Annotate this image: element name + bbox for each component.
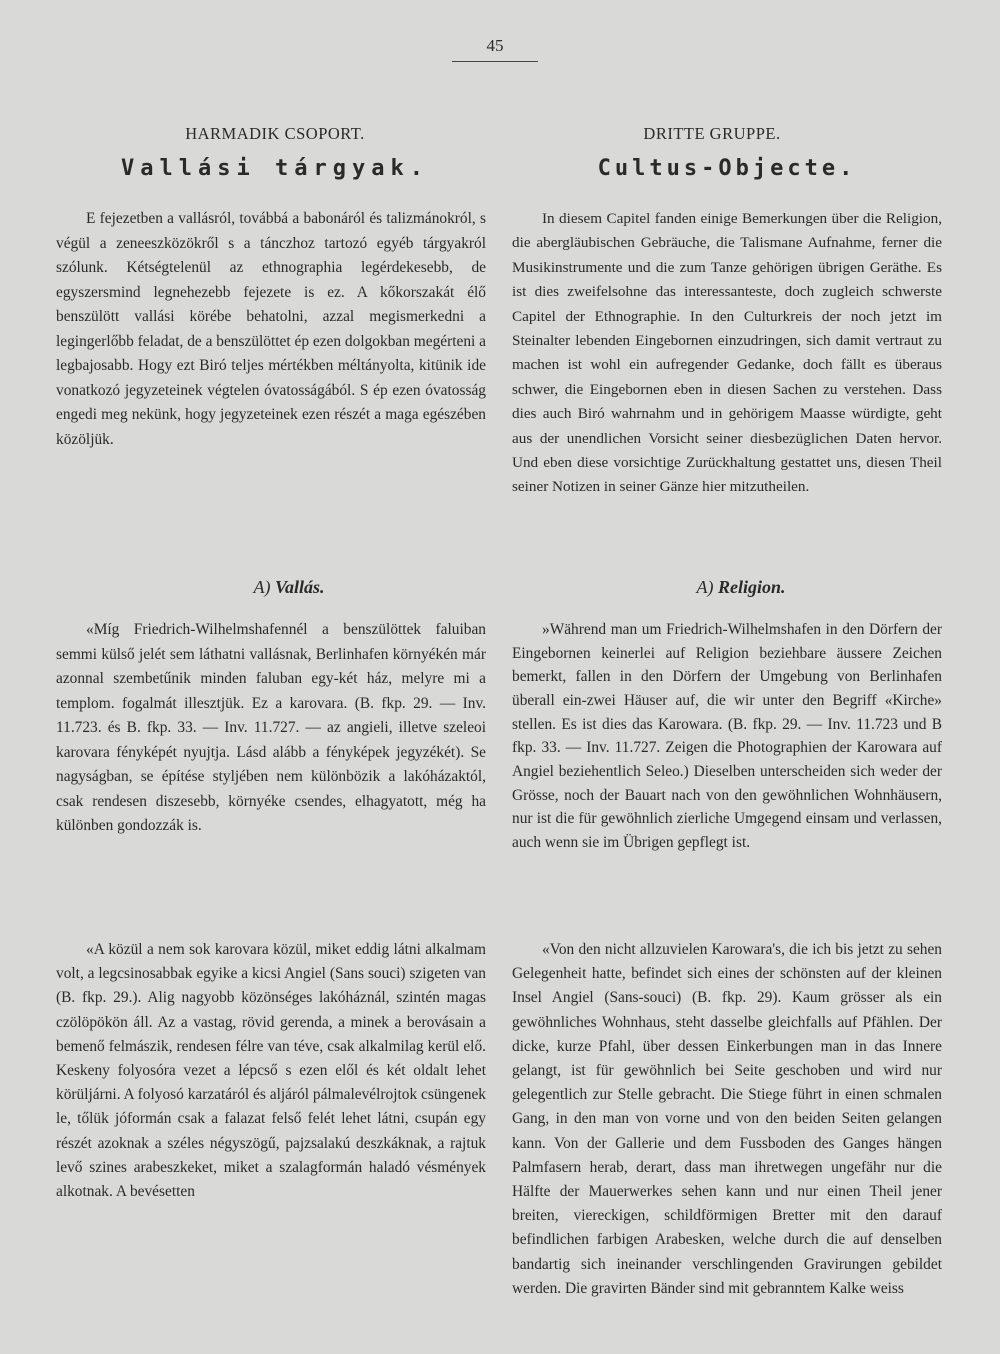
subheading-text-german: Religion. [717, 577, 786, 597]
subheading-german [526, 577, 956, 598]
section-title-hungarian: Vallási tárgyak. [121, 156, 429, 181]
body-text-1-hungarian: «Míg Friedrich-Wilhelmshafennél a benszülöttek faluiban semmi külső jelét sem láthatni vallásnak, Berlinhafen környékén már azonnal szembetűnik minden faluban egy-két ház, melyre mi a templom. fogalmát illesztjük. Ez a karovara. (B. fkp. 29. — Inv. 11.723. és B. fkp. 33. — Inv. 11.727. — az angieli, illetve szeleoi karovara fényképét nyujtja. Lásd alább a fényképek jegyzékét). Se nagyságban, se építése styljében nem különbözik a lakóházaktól, csak rendesen diszesebb, környéke csendes, elhagyatott, még ha különben gondozzák is. [56, 621, 486, 834]
subheading-label-hungarian: A) [253, 577, 271, 597]
group-heading-hungarian: HARMADIK CSOPORT. [185, 124, 365, 143]
page-number-rule [452, 61, 538, 62]
body-paragraph-1-german [512, 618, 942, 855]
group-heading-german: DRITTE GRUPPE. [643, 124, 781, 143]
page-number: 45 [486, 36, 504, 55]
intro-text-german: In diesem Capitel fanden einige Bemerkungen über die Religion, die abergläubischen Gebräuche, die Talismane Aufnahme, ferner die Musikinstrumente und die zum Tanze gehörigen übrigen Geräthe. Es ist dies zweifelsohne das interessanteste, doch zugleich schwerste Capitel der Ethnographie. In den Culturkreis der noch jetzt im Steinalter lebenden Eingebornen einzudringen, sich damit vertraut zu machen ist wohl ein aufregender Gedanke, doch fällt es überaus schwer, die Eingebornen eben in diesen Sachen zu verstehen. Dass dies auch Biró wahrnahm und in gehörigem Maasse würdigte, geht aus der unendlichen Vorsicht seiner diesbezüglichen Daten hervor. Und eben diese vorsichtige Zurückhaltung gestattet uns, diesen Theil seiner Notizen in seiner Gänze hier mitzutheilen. [512, 210, 942, 496]
intro-text-hungarian: E fejezetben a vallásról, továbbá a babonáról és talizmánokról, s végül a zeneeszközökről s a tánczhoz tartozó egyéb tárgyakról szólunk. Kétségtelenül az ethnographia legérdekesebb, de egyszersmind legnehezebb fejezete is ez. A kőkorszakát élő benszülött vallási körébe behatolni, azzal megismerkedni a legingerlőbb feladat, de a benszülöttet ép ezen dolgokban megérteni a legbajosabb. Hogy ezt Biró teljes mértékben méltányolta, kitünik ide vonatkozó jegyzeteinek végtelen óvatosságából. S ép ezen óvatosság engedi meg nekünk, hogy jegyzeteinek ezen részét a maga egészében közöljük. [56, 210, 486, 448]
body-text-2-german: «Von den nicht allzuvielen Karowara's, die ich bis jetzt zu sehen Gelegenheit hatte, befindet sich eines der schönsten auf der kleinen Insel Angiel (Sans-souci) (B. fkp. 29). Kaum grösser als ein gewöhnliches Wohnhaus, steht dasselbe gleichfalls auf Pfählen. Der dicke, kurze Pfahl, über dessen Einkerbungen man in das Innere gelangt, ist für gewöhnlich bei Seite geschoben und wird nur gelegentlich zur Stelle gebracht. Die Stiege führt in einen schmalen Gang, in den man von vorne und von den beiden Seiten gelangen kann. Von der Gallerie und dem Fussboden des Ganges hängen Palmfasern herab, derart, dass man ihretwegen ungefähr nur die Hälfte der Mauerwerkes sehen kann und nur einen Theil jener breiten, viereckigen, schildförmigen Bretter mit den darauf befindlichen farbigen Arabesken, welche durch die auf denselben bandartig sich ineinander verschlingenden Gravirungen gebildet werden. Die gravirten Bänder sind mit gebranntem Kalke weiss [512, 941, 942, 1297]
intro-paragraph-german [512, 207, 942, 500]
subheading-label-german: A) [696, 577, 714, 597]
body-text-1-german: »Während man um Friedrich-Wilhelmshafen in den Dörfern der Eingebornen keinerlei auf Religion beziehbare äussere Zeichen bemerkt, fallen in den Dörfern der Umgebung von Berlinhafen überall ein-zwei Häuser auf, die wir unter den Begriff «Kirche» stellen. Es ist dies das Karowara. (B. fkp. 29. — Inv. 11.723 und B fkp. 33. — Inv. 11.727. Zeigen die Photographien der Karowara auf Angiel beziehentlich Seleo.) Dieselben unterscheiden sich weder der Grösse, noch der Bauart nach von den gewöhnlichen Wohnhäusern, nur ist die für gewöhnlich zierliche Umgegend einsam und verlassen, auch wenn sie im Übrigen gepflegt ist. [512, 621, 942, 851]
subheading-text-hungarian: Vallás. [274, 577, 325, 597]
body-text-2-hungarian: «A közül a nem sok karovara közül, miket eddig látni alkalmam volt, a legcsinosabbak egyike a kicsi Angiel (Sans souci) szigeten van (B. fkp. 29.). Alig nagyobb közönséges lakóháznál, szintén magas czölöpökön áll. Az a vastag, rövid gerenda, a minek a berovásain a bemenő felmászik, rendesen félre van téve, csak alkalmilag kerül elő. Keskeny folyosóra vezet a lépcső s ezen elől és két oldalt lehet körüljárni. A folyosó karzatáról és aljáról pálmalevélrojtok csüngenek le, tőlük jóformán csak a falazat felső felét lehet látni, csupán egy részét azoknak a széles négyszögű, pajzsalakú deszkáknak, a rajtuk levő szines arabeszkeket, miket a szalagformán haladó vésmények alkotnak. A bevésetten [56, 941, 486, 1201]
intro-paragraph-hungarian [56, 207, 486, 452]
body-paragraph-2-hungarian [56, 938, 486, 1204]
section-title-german: Cultus-Objecte. [597, 156, 857, 181]
subheading-hungarian [74, 577, 504, 598]
body-paragraph-2-german [512, 938, 942, 1301]
body-paragraph-1-hungarian [56, 618, 486, 839]
